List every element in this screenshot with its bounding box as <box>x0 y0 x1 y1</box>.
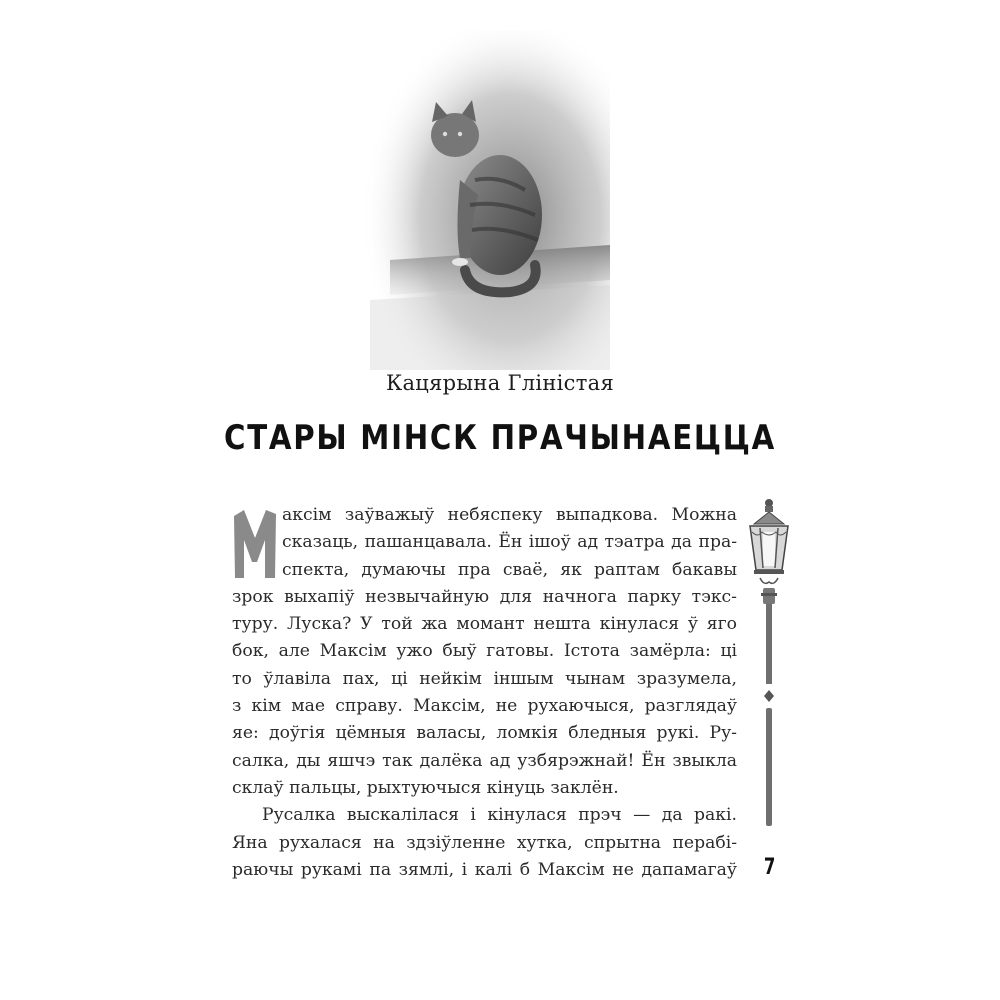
text-line: яе: доўгія цёмныя валасы, ломкія бледныя рукі. Ру- <box>232 723 737 744</box>
text-line: бок, але Максім ужо быў гатовы. Істота замёрла: ці <box>232 641 737 662</box>
text-line: склаў пальцы, рыхтуючыся кінуць заклён. <box>232 777 619 798</box>
paragraph-1 <box>232 502 737 802</box>
text-line: сказаць, пашанцавала. Ён ішоў ад тэатра да пра- <box>282 532 737 553</box>
text-line: зрок выхапіў незвычайную для начнога парку тэкс- <box>232 586 737 607</box>
cat-illustration <box>360 30 610 370</box>
story-title: СТАРЫ МІНСК ПРАЧЫНАЕЦЦА <box>224 418 776 458</box>
page-number: 7 <box>763 855 776 880</box>
text-line: то ўлавіла пах, ці нейкім іншым чынам зразумела, <box>232 668 737 689</box>
text-line: Русалка выскалілася і кінулася прэч — да ракі. <box>262 805 737 826</box>
street-lamp-icon <box>742 498 796 828</box>
text-line: туру. Луска? У той жа момант нешта кінулася ў яго <box>232 614 737 635</box>
text-line: раючы рукамі па зямлі, і калі б Максім не дапамагаў <box>232 859 737 880</box>
story-body <box>232 502 737 884</box>
text-line: з кім мае справу. Максім, не рухаючыся, разглядаў <box>232 696 737 717</box>
text-line: аксім заўважыў небяспеку выпадкова. Можна <box>282 505 737 525</box>
text-line: спекта, думаючы пра сваё, як раптам бакавы <box>282 559 737 580</box>
author-name: Кацярына Гліністая <box>385 371 615 395</box>
paragraph-2 <box>232 802 737 884</box>
text-line: Яна рухалася на здзіўленне хутка, спрытна перабі- <box>232 832 737 853</box>
text-line: салка, ды яшчэ так далёка ад узбярэжнай! Ён звыкла <box>232 750 737 771</box>
